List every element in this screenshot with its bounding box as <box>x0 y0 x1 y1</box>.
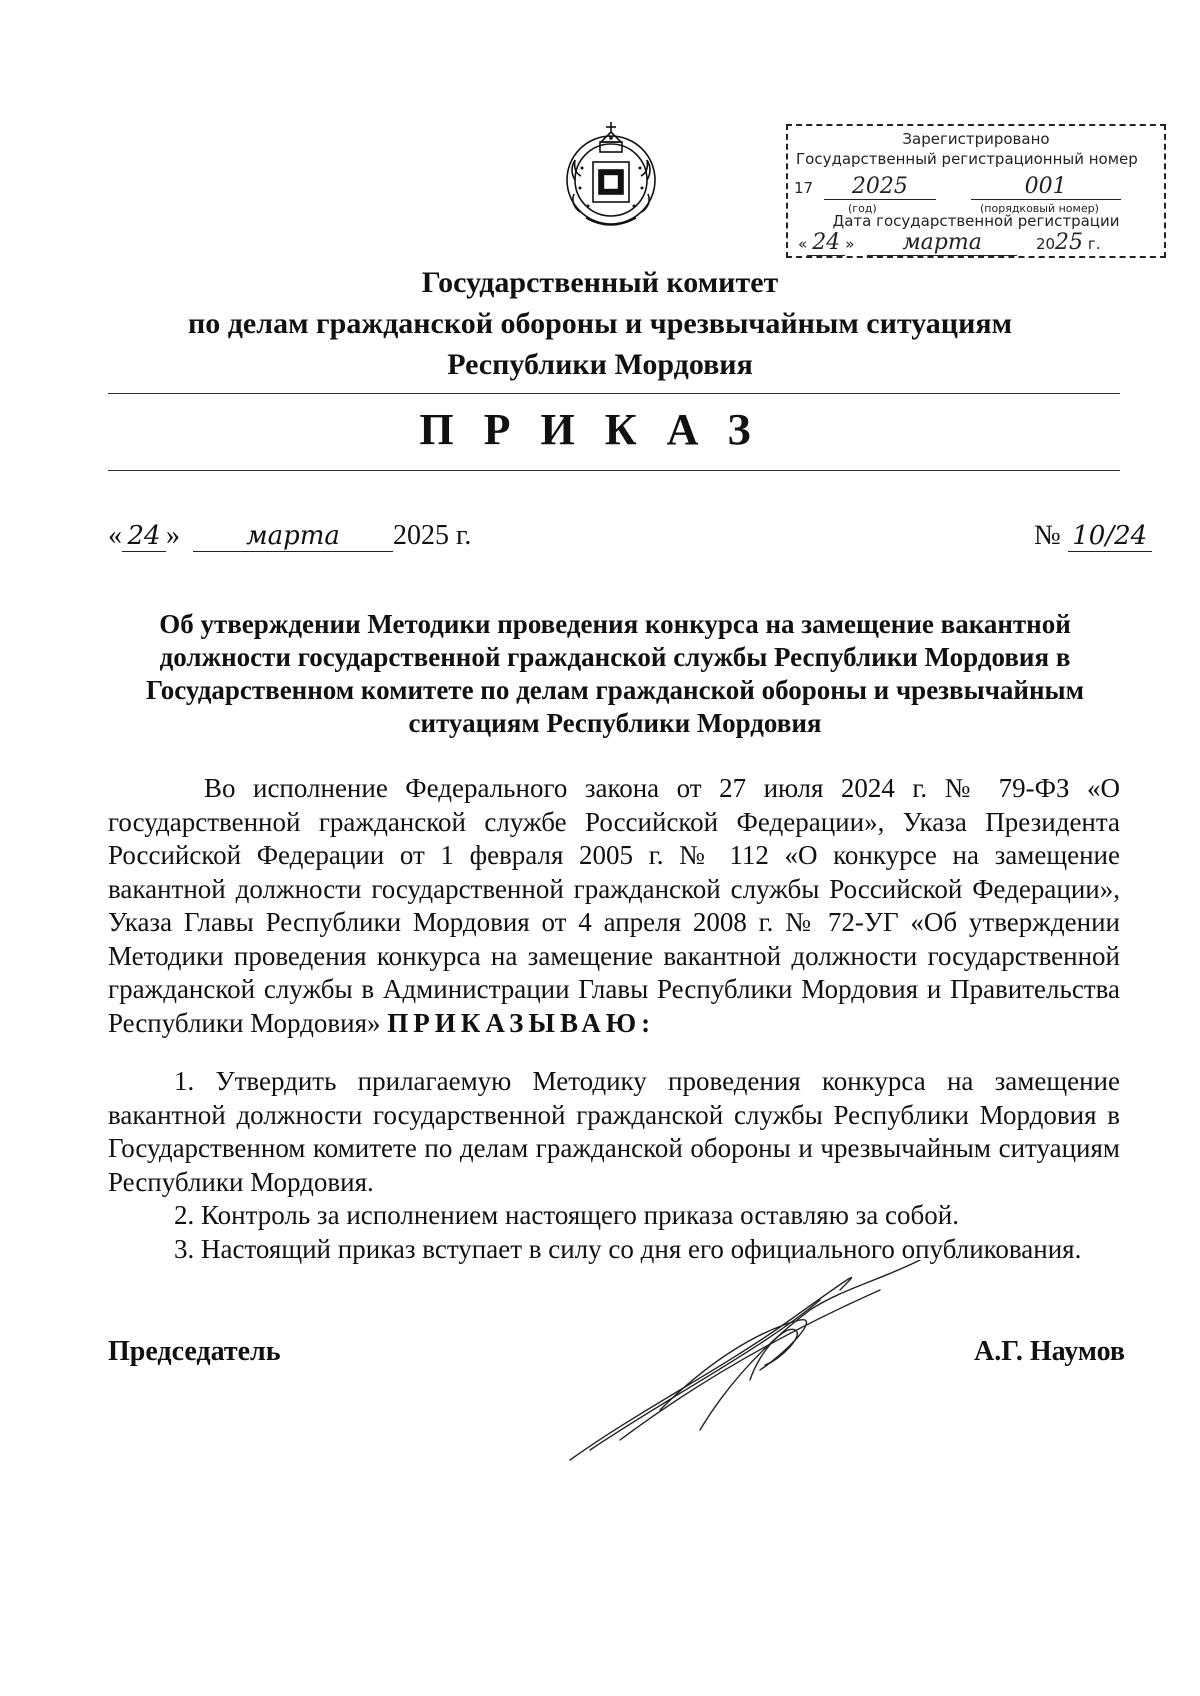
order-word: ПРИКАЗЫВАЮ: <box>387 1007 656 1038</box>
number-sign: № <box>1034 520 1061 551</box>
org-name-line2: по делам гражданской обороны и чрезвычайным ситуациям <box>187 307 1013 340</box>
handwritten-signature <box>560 1260 940 1480</box>
registration-stamp <box>786 124 1166 258</box>
stamp-date-label: Дата государственной регистрации <box>832 212 1120 230</box>
order-date <box>108 520 471 552</box>
signatory-title: Председатель <box>108 1336 281 1367</box>
date-open-quote: « <box>108 520 122 551</box>
order-items <box>108 1065 1120 1266</box>
stamp-date-row: « 24 » марта 2025 г. <box>798 230 1101 255</box>
stamp-title: Зарегистрировано <box>902 130 1050 148</box>
stamp-month-handwritten: марта <box>867 230 1017 256</box>
document-type-title: ПРИКАЗ <box>419 405 781 454</box>
stamp-year-suffix: г. <box>1087 235 1101 253</box>
stamp-year-printed-handwritten: 25 <box>1055 230 1084 255</box>
stamp-number-row <box>794 174 1164 200</box>
stamp-region-prefix: 17 <box>794 179 814 197</box>
order-number <box>1034 520 1152 552</box>
org-name-line1: Государственный комитет <box>421 266 779 299</box>
org-name-line3: Республики Мордовия <box>447 348 753 381</box>
date-month-handwritten: марта <box>193 521 393 552</box>
order-preamble <box>108 772 1120 1040</box>
order-subject-heading: Об утверждении Методики проведения конкурса на замещение вакантной должности государственной гражданской службы Республики Мордовия в Государственном комитете по делам гражданской обороны и чрезвычайным ситуациям Республики Мордовия <box>145 609 1085 738</box>
stamp-day-handwritten: 24 <box>807 230 845 256</box>
date-year: 2025 г. <box>393 520 472 551</box>
stamp-registration-number-label: Государственный регистрационный номер <box>796 150 1138 168</box>
date-day-handwritten: 24 <box>122 521 166 552</box>
preamble-text: Во исполнение Федерального закона от 27 июля 2024 г. № 79-ФЗ «О государственной гражданской службе Российской Федерации», Указа Президента Российской Федерации от 1 февраля 2005 г. № 112 «О конкурсе на замещение вакантной должности государственной гражданской службы Российской Федерации», Указа Главы Республики Мордовия от 4 апреля 2008 г. № 72-УГ «Об утверждении Методики проведения конкурса на замещение вакантной должности государственной гражданской службы в Администрации Главы Республики Мордовия и Правительства Республики Мордовия» <box>108 773 1120 1038</box>
order-item-2: 2. Контроль за исполнением настоящего приказа оставляю за собой. <box>174 1200 959 1230</box>
stamp-number-handwritten: 001 <box>971 174 1121 200</box>
number-value-handwritten: 10/24 <box>1068 521 1152 552</box>
stamp-caption-number: (порядковый номер) <box>980 202 1099 215</box>
date-close-quote: » <box>166 520 180 551</box>
stamp-year-handwritten: 2025 <box>824 174 936 200</box>
signatory-name: А.Г. Наумов <box>974 1336 1125 1367</box>
coat-of-arms-emblem <box>552 118 670 238</box>
stamp-year-printed: 20 <box>1035 235 1056 253</box>
stamp-caption-year: (год) <box>848 202 877 215</box>
order-item-1: 1. Утвердить прилагаемую Методику проведения конкурса на замещение вакантной должности государственной гражданской службы Республики Мордовия в Государственном комитете по делам гражданской обороны и чрезвычайным ситуациям Республики Мордовия. <box>108 1066 1120 1197</box>
header-divider-top <box>108 393 1120 394</box>
order-item-3: 3. Настоящий приказ вступает в силу со дня его официального опубликования. <box>174 1233 1082 1264</box>
header-divider-bottom <box>108 470 1120 471</box>
